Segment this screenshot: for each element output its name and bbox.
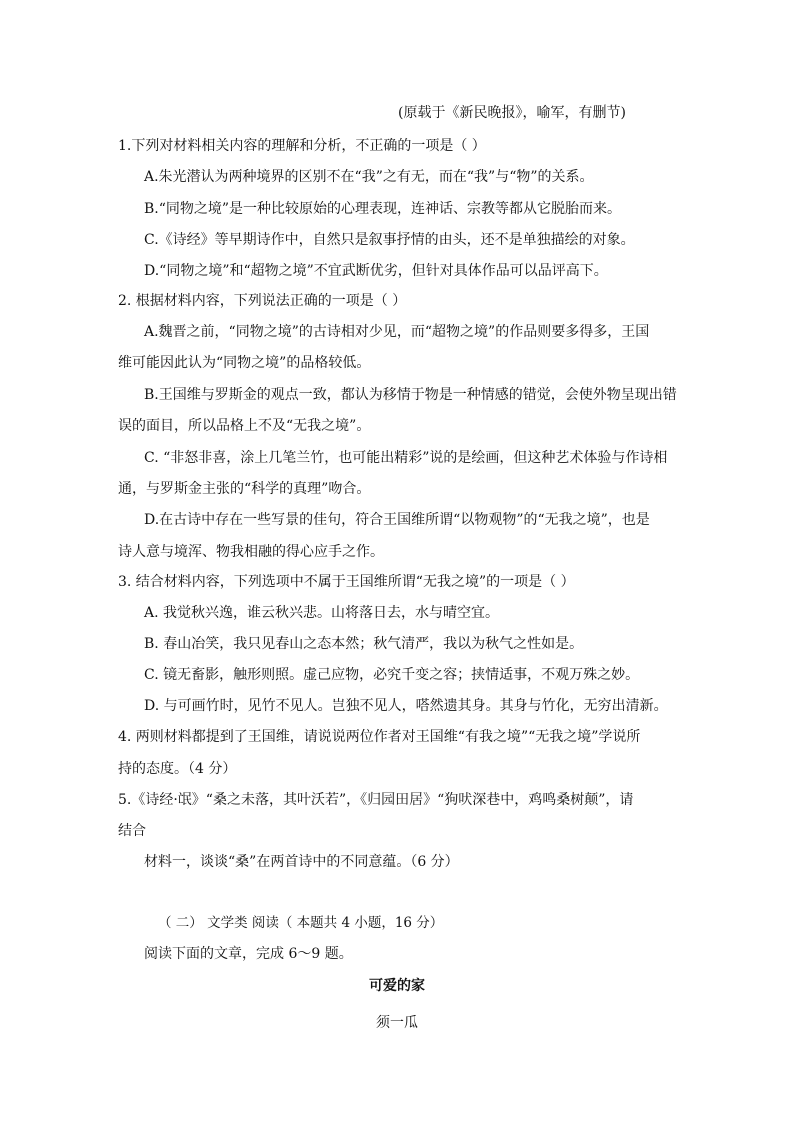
question-1-stem: 1.下列对材料相关内容的理解和分析，不正确的一项是（ ） (118, 138, 486, 154)
question-5-line2: 结合 (118, 823, 146, 839)
section-2-header: （ 二） 文学类 阅读（ 本题共 4 小题，16 分） (158, 915, 444, 931)
question-2-option-d-line1: D.在古诗中存在一些写景的佳句，符合王国维所谓“以物观物”的“无我之境”，也是 (144, 512, 650, 528)
question-3-option-b: B. 春山冶笑，我只见春山之态本然；秋气清严，我以为秋气之性如是。 (144, 636, 584, 652)
question-3-option-a: A. 我觉秋兴逸，谁云秋兴悲。山将落日去，水与晴空宜。 (144, 605, 500, 621)
question-1-option-a: A.朱光潜认为两种境界的区别不在“我”之有无，而在“我”与“物”的关系。 (144, 169, 594, 185)
question-5-line3: 材料一，谈谈“桑”在两首诗中的不同意蕴。（6 分） (144, 854, 459, 870)
question-4-line1: 4. 两则材料都提到了王国维，请说说两位作者对王国维“有我之境”“无我之境”学说所 (118, 729, 641, 745)
source-note: (原载于《新民晚报》，喻军，有删节) (398, 105, 626, 121)
question-2-option-b-line1: B.王国维与罗斯金的观点一致，都认为移情于物是一种情感的错觉，会使外物呈现出错 (144, 387, 677, 403)
question-2-option-c-line1: C. “非怒非喜，涂上几笔兰竹，也可能出精彩”说的是绘画，但这种艺术体验与作诗相 (144, 450, 668, 466)
question-2-option-a-line2: 维可能因此认为“同物之境”的品格较低。 (118, 355, 371, 371)
question-1-option-d: D.“同物之境”和“超物之境”不宜武断优劣，但针对具体作品可以品评高下。 (144, 263, 608, 279)
question-2-option-d-line2: 诗人意与境浑、物我相融的得心应手之作。 (118, 544, 384, 560)
question-2-option-b-line2: 误的面目，所以品格上不及“无我之境”。 (118, 418, 371, 434)
question-3-option-d: D. 与可画竹时，见竹不见人。岂独不见人，嗒然遗其身。其身与竹化，无穷出清新。 (144, 698, 668, 714)
story-title: 可爱的家 (369, 978, 425, 994)
question-2-option-a-line1: A.魏晋之前，“同物之境”的古诗相对少见，而“超物之境”的作品则要多得多，王国 (144, 324, 650, 340)
question-5-line1: 5.《诗经·氓》“桑之未落，其叶沃若”，《归园田居》“狗吠深巷中，鸡鸣桑树颠”，请 (118, 792, 634, 808)
section-2-instruction: 阅读下面的文章，完成 6～9 题。 (144, 946, 353, 962)
story-author: 须一瓜 (376, 1015, 418, 1031)
question-3-option-c: C. 镜无畜影，触形则照。虚己应物，必究千变之容；挟情适事，不观万殊之妙。 (144, 667, 640, 683)
question-2-stem: 2. 根据材料内容，下列说法正确的一项是（ ） (118, 293, 407, 309)
question-2-option-c-line2: 通，与罗斯金主张的“科学的真理”吻合。 (118, 481, 371, 497)
question-1-option-c: C.《诗经》等早期诗作中，自然只是叙事抒情的由头，还不是单独描绘的对象。 (144, 232, 635, 248)
question-4-line2: 持的态度。（4 分） (118, 761, 237, 777)
question-1-option-b: B.“同物之境”是一种比较原始的心理表现，连神话、宗教等都从它脱胎而来。 (144, 201, 622, 217)
question-3-stem: 3. 结合材料内容，下列选项中不属于王国维所谓“无我之境”的一项是（ ） (118, 574, 575, 590)
